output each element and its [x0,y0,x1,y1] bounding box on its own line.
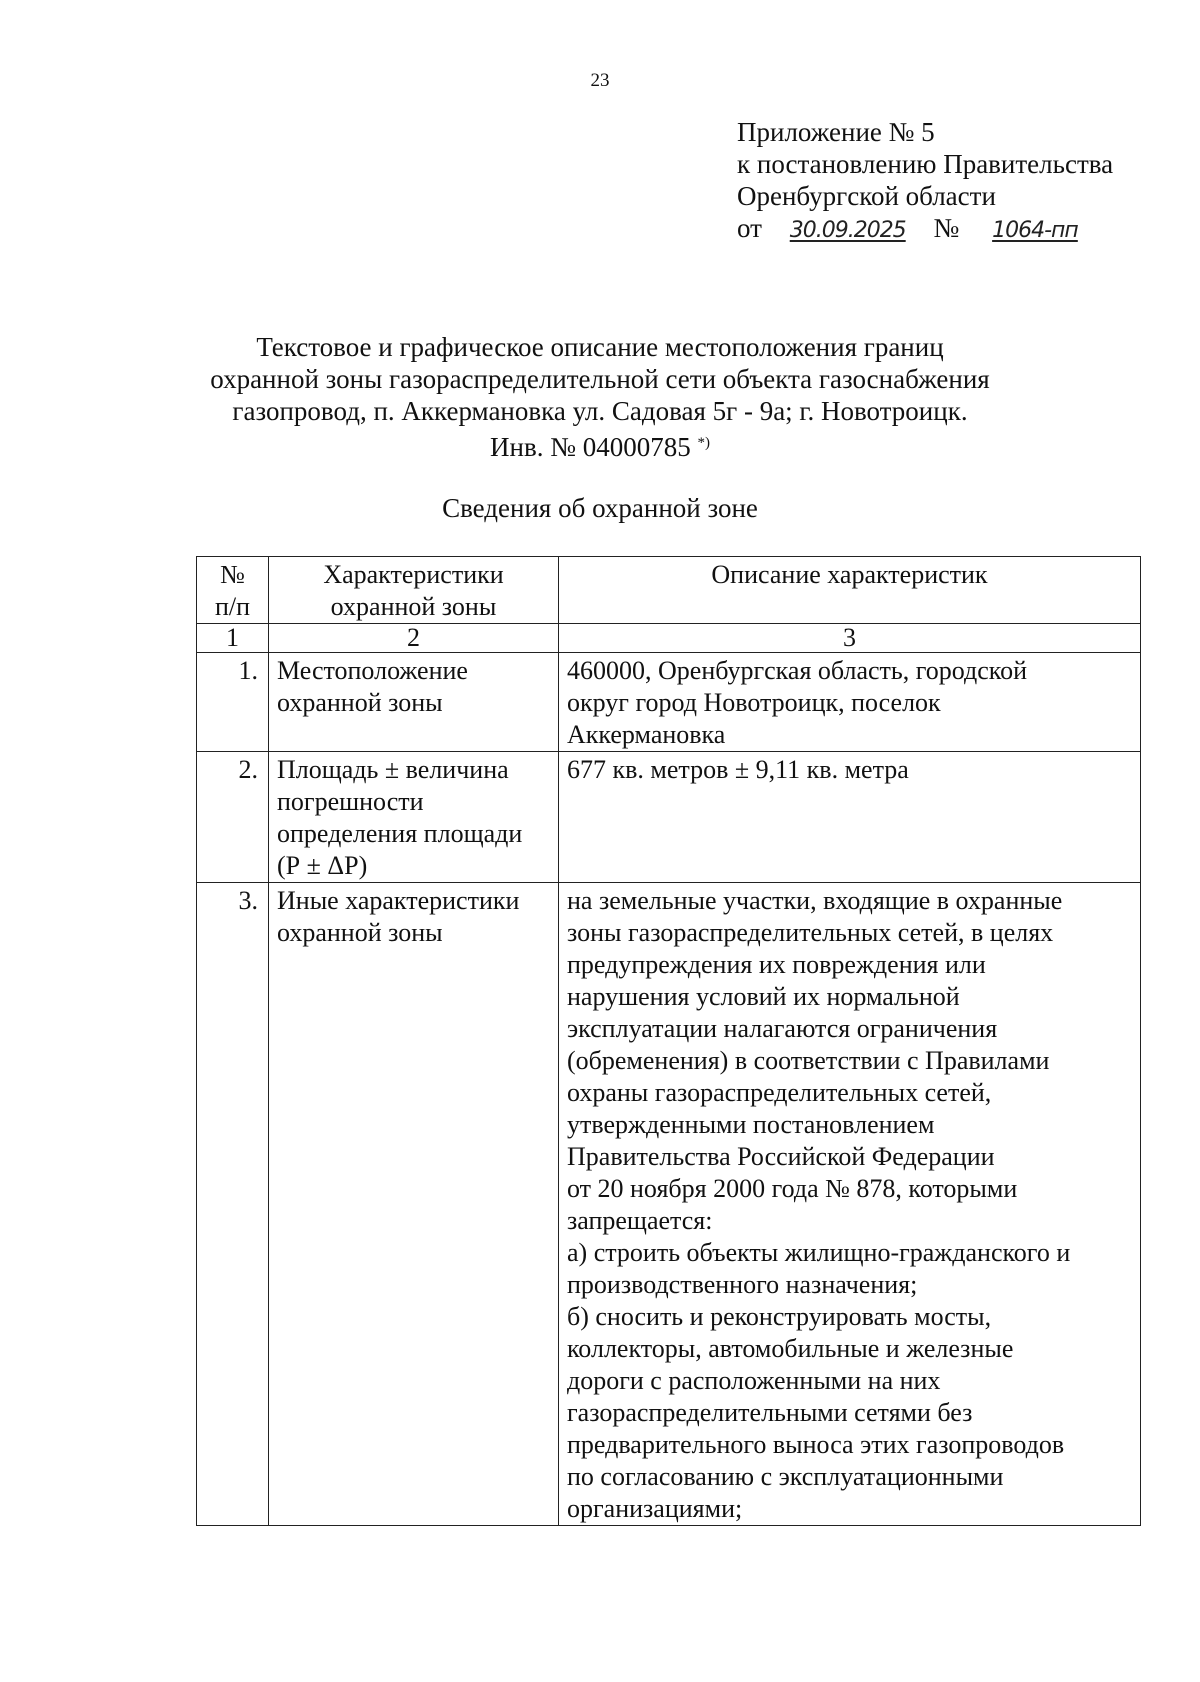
row-description-line: коллекторы, автомобильные и железные [567,1334,1014,1363]
row-description-line: б) сносить и реконструировать мосты, [567,1302,992,1331]
row-description [559,653,1141,752]
appendix-line-2: к постановлению Правительства [737,149,1114,179]
row-description-line: (обременения) в соответствии с Правилами [567,1046,1050,1075]
table-row [197,883,1141,1526]
row-name-line: (Р ± ΔР) [277,851,368,880]
row-description-line: дороги с расположенными на них [567,1366,941,1395]
row-number: 1. [197,653,269,752]
title-line-4 [0,427,1200,463]
row-name [269,752,559,883]
table-index-row [197,624,1141,653]
header-characteristics [269,557,559,624]
row-name-line: Площадь ± величина [277,755,509,784]
row-description-line: эксплуатации налагаются ограничения [567,1014,998,1043]
row-name [269,883,559,1526]
table-row [197,752,1141,883]
title-line-1: Текстовое и графическое описание местоположения границ [256,332,944,362]
row-name [269,653,559,752]
row-description-line: зоны газораспределительных сетей, в целях [567,918,1054,947]
row-description-line: производственного назначения; [567,1270,918,1299]
row-description [559,883,1141,1526]
title-line-3: газопровод, п. Аккермановка ул. Садовая 5г - 9а; г. Новотроицк. [232,396,968,426]
row-description-line: газораспределительными сетями без [567,1398,973,1427]
row-description-line: предварительного выноса этих газопроводов [567,1430,1065,1459]
handwritten-date: 30.09.2025 [789,218,906,243]
appendix-line-3: Оренбургской области [737,181,996,211]
table-row [197,653,1141,752]
row-description-line: округ город Новотроицк, поселок [567,688,941,717]
row-description-line: охраны газораспределительных сетей, [567,1078,992,1107]
row-name-line: определения площади [277,819,523,848]
row-description-line: по согласованию с эксплуатационными [567,1462,1004,1491]
row-name-line: погрешности [277,787,424,816]
index-cell: 1 [197,624,269,653]
handwritten-number: 1064-пп [992,218,1078,243]
appendix-block [737,116,1113,247]
section-title: Сведения об охранной зоне [442,493,758,523]
row-name-line: Иные характеристики [277,886,520,915]
footnote-mark: *) [697,435,710,451]
row-description-line: на земельные участки, входящие в охранные [567,886,1063,915]
document-title [0,331,1200,463]
index-cell: 3 [559,624,1141,653]
title-line-2: охранной зоны газораспределительной сети объекта газоснабжения [210,364,990,394]
row-name-line: охранной зоны [277,918,443,947]
row-description [559,752,1141,883]
row-description-line: предупреждения их повреждения или [567,950,986,979]
header-description-line: Описание характеристик [711,560,988,589]
from-label: от [737,213,762,243]
row-description-line: нарушения условий их нормальной [567,982,960,1011]
header-number-line: № [220,560,245,589]
row-description-line: организациями; [567,1494,743,1523]
row-description-line: а) строить объекты жилищно-гражданского и [567,1238,1071,1267]
row-description-line: от 20 ноября 2000 года № 878, которыми [567,1174,1018,1203]
header-characteristics-line: охранной зоны [330,592,497,621]
row-number: 3. [197,883,269,1526]
row-name-line: охранной зоны [277,688,443,717]
header-characteristics-line: Характеристики [323,560,504,589]
appendix-line-1: Приложение № 5 [737,117,935,147]
header-number-line: п/п [214,592,251,621]
zone-info-table [196,556,1141,1526]
index-cell: 2 [269,624,559,653]
row-name-line: Местоположение [277,656,468,685]
row-description-line: запрещается: [567,1206,713,1235]
page-number: 23 [590,70,610,91]
number-label: № [933,213,960,243]
row-description-line: 677 кв. метров ± 9,11 кв. метра [567,755,909,784]
header-description [559,557,1141,624]
appendix-date-line [737,212,1113,247]
row-description-line: Правительства Российской Федерации [567,1142,995,1171]
table-header-row [197,557,1141,624]
row-description-line: утвержденными постановлением [567,1110,935,1139]
row-description-line: 460000, Оренбургская область, городской [567,656,1028,685]
row-number: 2. [197,752,269,883]
row-description-line: Аккермановка [567,720,726,749]
inventory-number: Инв. № 04000785 [490,432,691,462]
header-number [197,557,269,624]
